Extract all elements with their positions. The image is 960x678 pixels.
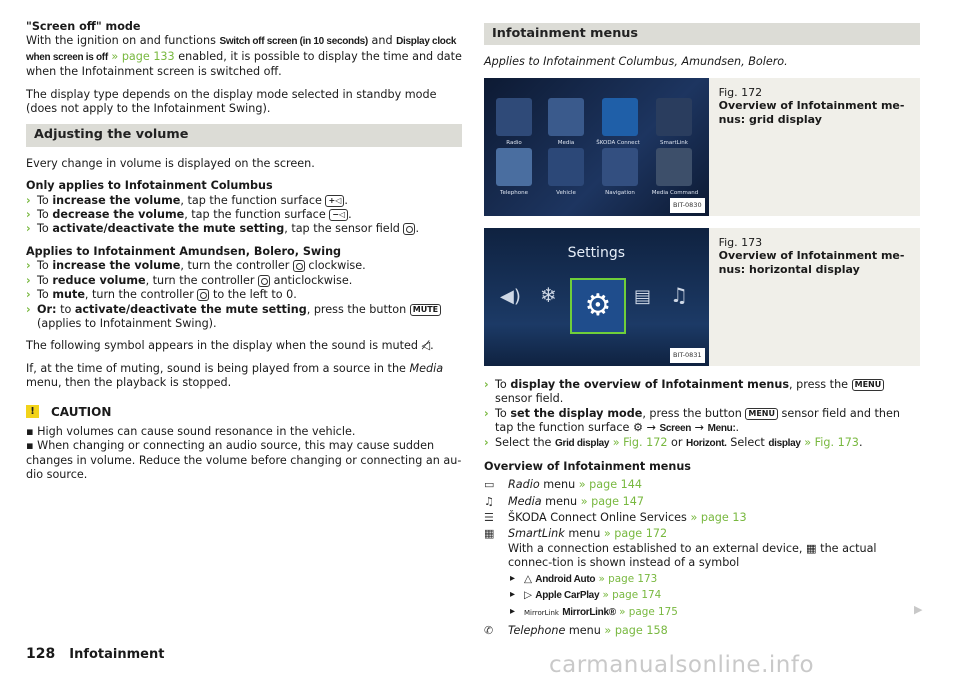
- step-arrow-icon: ›: [26, 259, 31, 273]
- applies-note: Applies to Infotainment Columbus, Amundsen, Bolero.: [484, 55, 788, 69]
- overview-row: ▭ Radio menu » page 144: [484, 478, 643, 492]
- overview-row: ▦ SmartLink menu » page 172 With a connection established to an external device, ▦ the actual connec-tion is shown instead of a symbol ▸ △ Android Auto » page 173 ▸ ▷ Apple CarPlay » page 174 ▸ MirrorLink MirrorLink® » page 175: [484, 527, 920, 619]
- smartlink-tile: [656, 98, 692, 136]
- page-footer: [26, 646, 164, 662]
- mirrorlink-logo: MirrorLink: [524, 608, 559, 617]
- step-item: › To increase the volume, tap the function surface +◁ .: [26, 193, 348, 207]
- step-arrow-icon: ›: [26, 193, 31, 207]
- warning-icon: !: [26, 405, 39, 418]
- menu-button-icon: MENU: [852, 379, 885, 391]
- footer-section: Infotainment: [69, 647, 165, 662]
- radio-tile: [496, 98, 532, 136]
- controller-knob-icon: [197, 289, 209, 301]
- page-link[interactable]: » page 173: [595, 572, 658, 585]
- settings-screen-title: Settings: [567, 244, 625, 261]
- tile-label: ŠKODA Connect: [596, 139, 640, 146]
- volume-icon: ◀): [500, 285, 521, 307]
- tile-label: Media Command: [651, 189, 699, 196]
- page-link[interactable]: » page 174: [599, 589, 662, 602]
- mute-speaker-icon: ◁̸: [421, 339, 431, 353]
- wifi-icon: ☰: [484, 511, 494, 525]
- bullet-icon: ▪: [26, 439, 38, 453]
- settings-gear-tile: [570, 278, 626, 334]
- step-item: › To activate/deactivate the mute setting, tap the sensor field .: [26, 222, 420, 236]
- media-command-tile: [656, 148, 692, 186]
- tile-label: Navigation: [605, 189, 635, 196]
- page-link[interactable]: » page 175: [615, 605, 678, 618]
- figure-link[interactable]: » Fig. 173: [800, 436, 859, 450]
- amundsen-heading: Applies to Infotainment Amundsen, Bolero, Swing: [26, 244, 342, 258]
- smartlink-note: With a connection established to an external device, ▦ the actual connec-tion is shown instead of a symbol: [508, 541, 877, 570]
- page-link[interactable]: » page 13: [686, 511, 747, 525]
- step-arrow-icon: ›: [484, 377, 489, 391]
- step-arrow-icon: ›: [26, 273, 31, 287]
- step-item: › To mute, turn the controller to the left to 0.: [26, 288, 297, 302]
- settings-gear-icon: ⚙: [632, 421, 644, 435]
- step-arrow-icon: ›: [26, 222, 31, 236]
- menu-button-icon: MENU: [745, 408, 778, 420]
- figure-172: [484, 78, 920, 216]
- step-arrow-icon: ›: [26, 288, 31, 302]
- snowflake-icon: ❄: [540, 282, 557, 307]
- left-column: [26, 20, 462, 483]
- mute-symbol-paragraph: The following symbol appears in the display when the sound is muted ◁̸.: [26, 339, 434, 353]
- step-arrow-icon: ›: [26, 302, 31, 316]
- radio-icon: ▭: [484, 478, 495, 492]
- overview-row: ♫ Media menu » page 147: [484, 494, 644, 508]
- volume-down-icon: −◁: [329, 209, 348, 221]
- gear-icon: ⚙: [584, 287, 612, 323]
- tile-label: SmartLink: [660, 139, 688, 146]
- controller-knob-icon: [293, 260, 305, 272]
- continue-arrow-icon: ▶: [914, 603, 923, 616]
- grid-display-image: [484, 78, 709, 216]
- text: and: [367, 34, 397, 48]
- smartlink-icon: ▦: [484, 527, 495, 541]
- step-item: › Or: to activate/deactivate the mute setting, press the button MUTE (applies to Infotainment Swing).: [26, 303, 462, 332]
- overview-heading: Overview of Infotainment menus: [484, 459, 691, 473]
- smartlink-icon: ▦: [806, 541, 817, 555]
- tile-label: Radio: [506, 139, 522, 146]
- music-note-icon: ♫: [670, 282, 688, 307]
- caution-heading: ! CAUTION: [26, 405, 462, 419]
- step-arrow-icon: ›: [26, 208, 31, 222]
- tile-label: Media: [557, 139, 575, 146]
- caution-item: ▪ High volumes can cause sound resonance in the vehicle.: [26, 424, 356, 438]
- bullet-icon: ▪: [26, 424, 38, 438]
- radio-icon: ▤: [634, 285, 652, 307]
- columbus-heading: Only applies to Infotainment Columbus: [26, 179, 273, 193]
- overview-row: ✆ Telephone menu » page 158: [484, 623, 668, 637]
- page-link[interactable]: » page 172: [600, 527, 668, 541]
- page-link[interactable]: » page 158: [600, 623, 668, 637]
- figure-caption: Fig. 172 Overview of Infotainment me-nus: grid display: [709, 78, 920, 216]
- step-item: › To decrease the volume, tap the function surface −◁ .: [26, 208, 352, 222]
- caution-item: ▪ When changing or connecting an audio source, this may cause sudden changes in volume. Reduce the volume before changing or connecting an au-dio source.: [26, 439, 462, 482]
- page-link[interactable]: » page 133: [107, 49, 175, 63]
- smartlink-sub-item: ▸ △ Android Auto » page 173: [508, 572, 920, 587]
- muting-paragraph: If, at the time of muting, sound is being played from a source in the Media menu, then the playback is stopped.: [26, 361, 444, 390]
- func-display-clock: Display clock when screen is off: [26, 36, 457, 63]
- page-link[interactable]: » page 147: [577, 494, 644, 508]
- navigation-tile: [602, 148, 638, 186]
- figure-link[interactable]: » Fig. 172: [609, 436, 668, 450]
- page-link[interactable]: » page 144: [575, 478, 643, 492]
- watermark: carmanualsonline.info: [549, 652, 815, 678]
- right-column: [484, 20, 923, 640]
- screen-off-title: "Screen off" mode: [26, 20, 141, 33]
- media-tile: [548, 98, 584, 136]
- volume-up-icon: +◁: [325, 195, 344, 207]
- step-item: › Select the Grid display » Fig. 172 or Horizont. Select display » Fig. 173.: [484, 436, 863, 450]
- step-item: › To set the display mode, press the button MENU sensor field and then tap the function surface ⚙ → Screen → Menu:.: [484, 406, 900, 435]
- volume-intro: Every change in volume is displayed on the screen.: [26, 156, 315, 170]
- smartlink-sub-item: ▸ ▷ Apple CarPlay » page 174: [508, 588, 920, 603]
- tile-label: Vehicle: [556, 189, 576, 196]
- step-item: › To display the overview of Infotainment menus, press the MENU sensor field.: [484, 378, 920, 407]
- figure-caption: Fig. 173 Overview of Infotainment me-nus: horizontal display: [709, 228, 920, 366]
- display-type-paragraph: The display type depends on the display mode selected in standby mode (does not apply to the Infotainment Swing).: [26, 87, 437, 116]
- skoda-connect-tile: [602, 98, 638, 136]
- text: With the ignition on and functions: [26, 34, 220, 48]
- mute-button-icon: MUTE: [410, 304, 441, 316]
- controller-knob-icon: [403, 223, 415, 235]
- telephone-tile: [496, 148, 532, 186]
- carplay-icon: ▷: [524, 589, 536, 602]
- screen-off-paragraph: [26, 34, 462, 79]
- overview-row: ☰ ŠKODA Connect Online Services » page 13: [484, 511, 747, 525]
- text: enabled, it is possible to display the time and date when the Infotainment screen is switched off.: [26, 49, 462, 79]
- step-arrow-icon: ›: [484, 436, 489, 450]
- android-auto-icon: △: [524, 572, 536, 585]
- figure-173: [484, 228, 920, 366]
- page-number: 128: [26, 646, 56, 662]
- vehicle-tile: [548, 148, 584, 186]
- step-arrow-icon: ›: [484, 406, 489, 420]
- volume-section-heading: Adjusting the volume: [26, 124, 462, 146]
- infotainment-menus-heading: Infotainment menus: [484, 23, 920, 45]
- controller-knob-icon: [258, 275, 270, 287]
- func-switch-off-screen: Switch off screen (in 10 seconds): [219, 36, 368, 48]
- telephone-icon: ✆: [484, 623, 494, 637]
- horizontal-display-image: [484, 228, 709, 366]
- step-item: › To increase the volume, turn the controller clockwise.: [26, 259, 366, 273]
- step-item: › To reduce volume, turn the controller anticlockwise.: [26, 273, 353, 287]
- tile-label: Telephone: [500, 189, 528, 196]
- figure-badge: BIT-0830: [670, 198, 705, 212]
- smartlink-sub-item: ▸ MirrorLink MirrorLink® » page 175: [508, 605, 920, 620]
- music-note-icon: ♫: [484, 494, 494, 508]
- figure-badge: BIT-0831: [670, 348, 705, 362]
